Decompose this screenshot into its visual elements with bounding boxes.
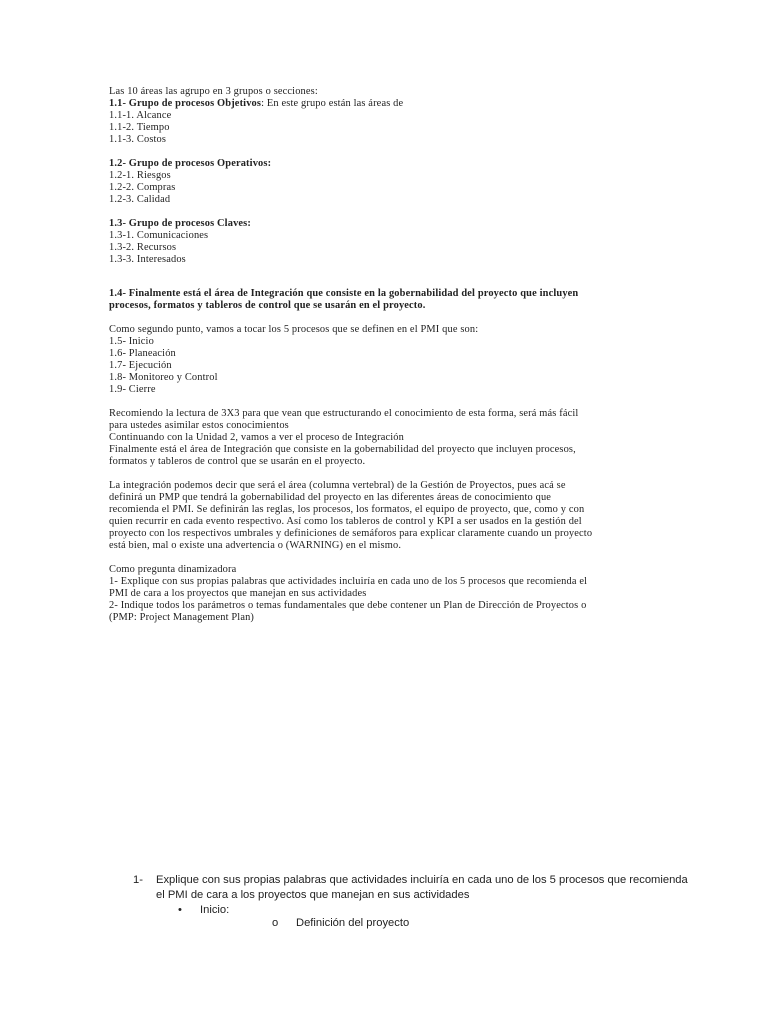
recommend-line: para ustedes asimilar estos conocimientos [109, 420, 289, 431]
integration-para-line: proyecto con los respectivos umbrales y definiciones de semáforos para explicar claramente cuando un proyecto [109, 528, 593, 539]
integration-para-line: quien recurrir en cada evento respectivo. Así como los tableros de control y KPI a ser usados en la gestión del [109, 516, 582, 527]
question-line: PMI de cara a los proyectos que manejan en sus actividades [109, 588, 367, 599]
list-item: 1.2-2. Compras [109, 182, 176, 193]
integration-para-line: definirá un PMP que tendrá la gobernabilidad del proyecto en las diferentes áreas de conocimiento que [109, 492, 552, 503]
question-line: Como pregunta dinamizadora [109, 564, 237, 575]
list-item: 1.1-3. Costos [109, 134, 167, 145]
list-item: 1.3-1. Comunicaciones [109, 230, 209, 241]
answer-line: el PMI de cara a los proyectos que manejan en sus actividades [156, 889, 470, 901]
recommend-line: Finalmente está el área de Integración que consiste en la gobernabilidad del proyecto que incluyen procesos, [109, 444, 576, 455]
group1-heading: 1.1- Grupo de procesos Objetivos [109, 98, 262, 109]
list-item: 1.9- Cierre [109, 384, 156, 395]
integration-para-line: recomienda el PMI. Se definirán las reglas, los procesos, los formatos, el equipo de proyecto, que, como y con [109, 504, 585, 515]
group3-heading: 1.3- Grupo de procesos Claves: [109, 218, 251, 229]
list-item: 1.7- Ejecución [109, 360, 172, 371]
bullet-label: Inicio: [200, 904, 230, 916]
list-item: 1.3-3. Interesados [109, 254, 186, 265]
integration-bold-line: 1.4- Finalmente está el área de Integración que consiste en la gobernabilidad del proyecto que incluyen [109, 288, 579, 299]
question-line: 2- Indique todos los parámetros o temas fundamentales que debe contener un Plan de Dirección de Proyectos o [109, 600, 587, 611]
question-line: (PMP: Project Management Plan) [109, 612, 255, 623]
bullet-icon: • [178, 904, 182, 916]
answer-number: 1- [133, 874, 143, 886]
intro-line: Las 10 áreas las agrupo en 3 grupos o secciones: [109, 86, 318, 97]
list-item: 1.8- Monitoreo y Control [109, 372, 218, 383]
integration-para-line: La integración podemos decir que será el área (columna vertebral) de la Gestión de Proyectos, pues acá se [109, 480, 566, 491]
processes-intro: Como segundo punto, vamos a tocar los 5 procesos que se definen en el PMI que son: [109, 324, 479, 335]
group2-heading: 1.2- Grupo de procesos Operativos: [109, 158, 272, 169]
integration-para-line: está bien, mal o existe una advertencia o (WARNING) en el mismo. [109, 540, 402, 551]
sub-bullet-icon: o [272, 917, 279, 929]
list-item: 1.1-1. Alcance [109, 110, 172, 121]
list-item: 1.2-1. Riesgos [109, 170, 171, 181]
question-line: 1- Explique con sus propias palabras que actividades incluiría en cada uno de los 5 procesos que recomienda el [109, 576, 588, 587]
group1-line [109, 98, 403, 110]
list-item: 1.1-2. Tiempo [109, 122, 170, 133]
list-item: 1.5- Inicio [109, 336, 154, 347]
integration-bold-line: procesos, formatos y tableros de control que se usarán en el proyecto. [109, 300, 426, 311]
recommend-line: Continuando con la Unidad 2, vamos a ver el proceso de Integración [109, 432, 404, 443]
list-item: 1.2-3. Calidad [109, 194, 171, 205]
recommend-line: Recomiendo la lectura de 3X3 para que vean que estructurando el conocimiento de esta forma, será más fácil [109, 408, 579, 419]
sub-bullet-label: Definición del proyecto [296, 917, 410, 929]
recommend-line: formatos y tableros de control que se usarán en el proyecto. [109, 456, 366, 467]
group1-rest: : En este grupo están las áreas de [261, 98, 404, 109]
answer-line: Explique con sus propias palabras que actividades incluiría en cada uno de los 5 procesos que recomienda [156, 874, 688, 886]
list-item: 1.6- Planeación [109, 348, 176, 359]
list-item: 1.3-2. Recursos [109, 242, 177, 253]
